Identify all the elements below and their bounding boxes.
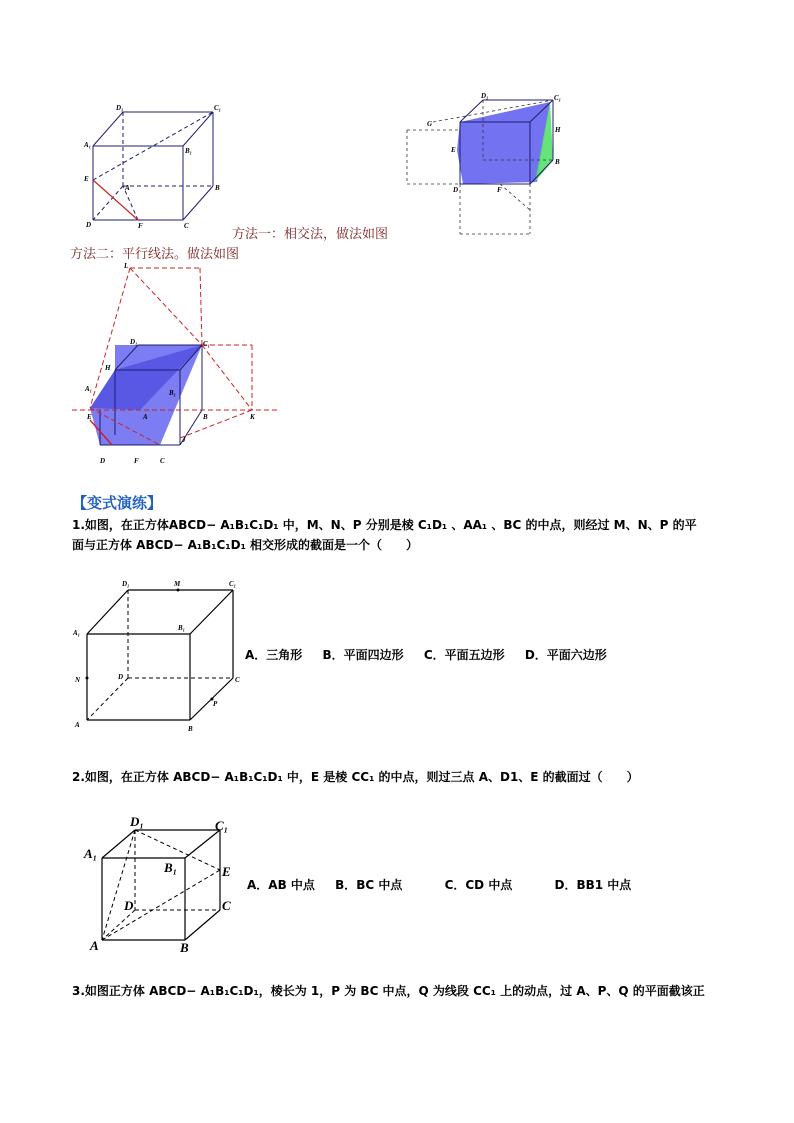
method-2-text: 方法二：平行线法。做法如图	[70, 247, 240, 262]
label-E: E	[451, 146, 456, 154]
q1-option-b[interactable]: B．平面四边形	[322, 648, 404, 662]
q1-line1: 1.如图，在正方体ABCD− A₁B₁C₁D₁ 中，M、N、P 分别是棱 C₁D₁ 、AA₁ 、BC 的中点，则经过 M、N、P 的平	[72, 518, 697, 532]
q2-option-b[interactable]: B．BC 中点	[335, 878, 403, 892]
figure-3-cube	[70, 260, 285, 470]
label-F: F	[497, 186, 502, 194]
label-C1: C₁	[229, 580, 237, 588]
label-D: D	[118, 673, 124, 681]
label-C1: C₁	[554, 94, 562, 102]
label-D1: D₁	[130, 814, 144, 829]
q2-cube	[80, 812, 240, 957]
label-B1: B₁	[164, 860, 178, 875]
label-D1: D₁	[122, 580, 130, 588]
label-D1: D₁	[481, 92, 489, 100]
label-A: A	[90, 938, 99, 953]
label-A1: A₁	[84, 141, 92, 149]
label-H: H	[105, 364, 111, 372]
label-C1: C₁	[215, 818, 229, 833]
label-C: C	[160, 457, 165, 465]
label-E: E	[222, 864, 231, 879]
method-1-text: 方法一：相交法，做法如图	[232, 227, 389, 242]
q1-option-a[interactable]: A．三角形	[245, 648, 303, 662]
label-D: D	[86, 221, 92, 229]
label-A: A	[143, 413, 148, 421]
label-F: F	[134, 457, 139, 465]
label-B: B	[203, 413, 208, 421]
label-F: F	[138, 222, 143, 230]
label-B1: B₁	[178, 624, 186, 632]
q2-option-c[interactable]: C．CD 中点	[444, 878, 513, 892]
label-B: B	[555, 158, 560, 166]
label-C: C	[184, 222, 189, 230]
q1-line2: 面与正方体 ABCD− A₁B₁C₁D₁ 相交形成的截面是一个（ ）	[72, 538, 419, 552]
q3-line1: 3.如图正方体 ABCD− A₁B₁C₁D₁，棱长为 1，P 为 BC 中点，Q 为线段 CC₁ 上的动点，过 A、P、Q 的平面截该正	[72, 984, 705, 998]
label-G: G	[427, 120, 433, 128]
label-B: B	[215, 184, 220, 192]
label-D: D	[453, 186, 459, 194]
label-E: E	[87, 413, 92, 421]
label-D1: D₁	[116, 104, 124, 112]
label-L: L	[124, 262, 129, 270]
label-C: C	[235, 676, 240, 684]
q2-line1: 2.如图，在正方体 ABCD− A₁B₁C₁D₁ 中，E 是棱 CC₁ 的中点，则过三点 A、D1、E 的截面过（ ）	[72, 770, 639, 784]
q2-option-a[interactable]: A．AB 中点	[247, 878, 315, 892]
q2-options	[247, 876, 647, 893]
label-D1: D₁	[130, 338, 138, 346]
label-A1: A₁	[73, 629, 81, 637]
label-D: D	[100, 457, 106, 465]
q1-cube	[70, 572, 250, 737]
label-E: E	[84, 175, 89, 183]
label-A1: A₁	[84, 846, 98, 861]
label-M: M	[174, 580, 181, 588]
q1-options	[245, 646, 623, 663]
figure-2-cube	[405, 92, 565, 240]
label-A: A	[125, 184, 130, 192]
label-C1: C₁	[214, 104, 222, 112]
label-B: B	[188, 725, 193, 733]
figure-1-cube	[78, 100, 228, 230]
label-B1: B₁	[185, 147, 193, 155]
label-P: P	[213, 700, 218, 708]
q2-option-d[interactable]: D．BB1 中点	[554, 878, 632, 892]
label-C1: C₁	[203, 340, 211, 348]
label-H: H	[555, 126, 561, 134]
label-K: K	[250, 413, 255, 421]
label-C: C	[222, 898, 231, 913]
label-J: J	[182, 436, 186, 444]
label-D: D	[124, 898, 134, 913]
q1-option-c[interactable]: C．平面五边形	[423, 648, 505, 662]
section-heading: 【变式演练】	[72, 494, 163, 512]
label-A1: A₁	[85, 385, 93, 393]
label-A: A	[75, 721, 80, 729]
label-N: N	[75, 676, 81, 684]
label-B1: B₁	[169, 389, 177, 397]
q1-option-d[interactable]: D．平面六边形	[524, 648, 607, 662]
label-B: B	[180, 940, 189, 955]
